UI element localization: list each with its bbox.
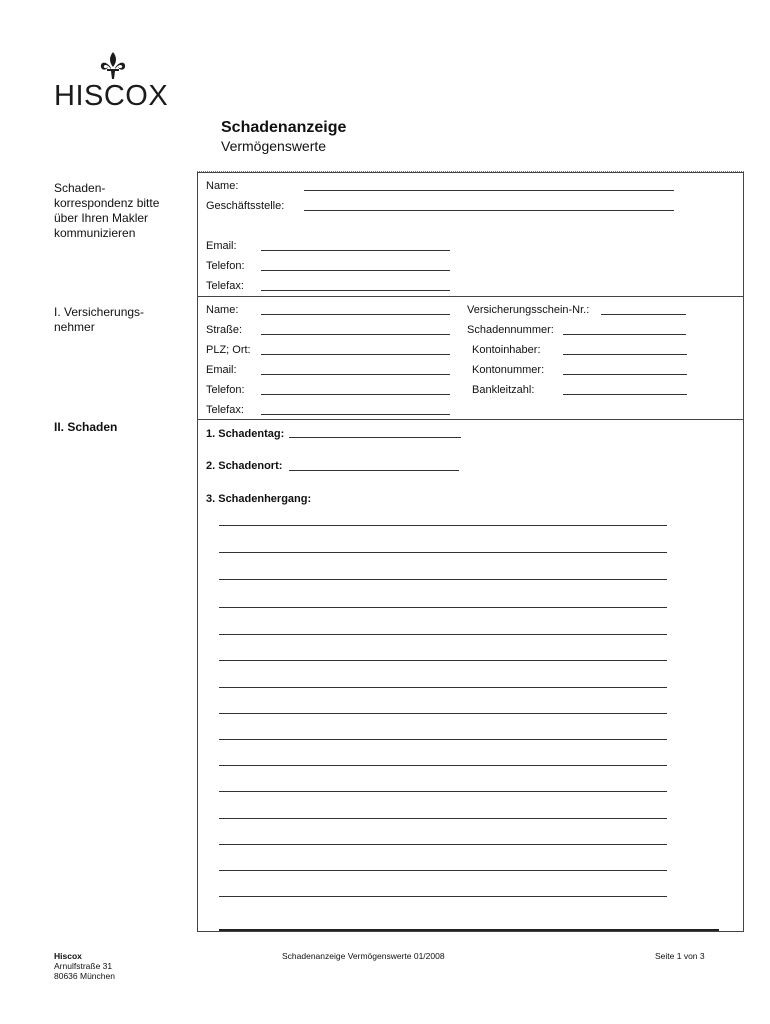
damage-course-line[interactable]: [219, 552, 667, 553]
broker-fax-label: Telefax:: [206, 280, 244, 292]
damage-course-line[interactable]: [219, 525, 667, 526]
branch-office-field[interactable]: [304, 210, 674, 211]
policy-number-field[interactable]: [601, 314, 686, 315]
bank-code-label: Bankleitzahl:: [472, 384, 535, 396]
damage-course-line[interactable]: [219, 687, 667, 688]
account-number-label: Kontonummer:: [472, 364, 545, 376]
damage-date-label: 1. Schadentag:: [206, 428, 285, 440]
damage-course-line[interactable]: [219, 634, 667, 635]
damage-course-line[interactable]: [219, 607, 667, 608]
holder-street-field[interactable]: [261, 334, 450, 335]
branch-office-label: Geschäftsstelle:: [206, 200, 285, 212]
damage-course-line[interactable]: [219, 870, 667, 871]
damage-side-label: II. Schaden: [54, 420, 118, 434]
broker-fax-field[interactable]: [261, 290, 450, 291]
holder-phone-field[interactable]: [261, 394, 450, 395]
policyholder-side-label: I. Versicherungs- nehmer: [54, 305, 145, 334]
holder-fax-label: Telefax:: [206, 404, 244, 416]
bank-code-field[interactable]: [563, 394, 687, 395]
footer-page-number: Seite 1 von 3: [655, 951, 705, 961]
account-holder-field[interactable]: [563, 354, 687, 355]
policy-number-label: Versicherungsschein-Nr.:: [467, 304, 590, 316]
holder-email-label: Email:: [206, 364, 237, 376]
damage-course-line[interactable]: [219, 660, 667, 661]
hiscox-logo: [54, 52, 176, 110]
holder-fax-field[interactable]: [261, 414, 450, 415]
correspondence-side-label: Schaden- korrespondenz bitte über Ihren Makler kommunizieren: [54, 181, 160, 240]
damage-course-line[interactable]: [219, 896, 667, 897]
holder-zip-city-label: PLZ; Ort:: [206, 344, 251, 356]
holder-name-label: Name:: [206, 304, 239, 316]
page-title: Schadenanzeige: [221, 119, 347, 136]
holder-zip-city-field[interactable]: [261, 354, 450, 355]
damage-place-label: 2. Schadenort:: [206, 460, 283, 472]
section-divider: [197, 296, 744, 297]
holder-street-label: Straße:: [206, 324, 243, 336]
logo-text: HISCOX: [54, 80, 169, 112]
footer-city: 80636 München: [54, 971, 115, 981]
footer-form-name: Schadenanzeige Vermögenswerte 01/2008: [282, 951, 445, 961]
section-divider: [197, 419, 744, 420]
damage-course-line[interactable]: [219, 844, 667, 845]
damage-course-label: 3. Schadenhergang:: [206, 493, 312, 505]
damage-course-line[interactable]: [219, 791, 667, 792]
broker-phone-label: Telefon:: [206, 260, 245, 272]
holder-name-field[interactable]: [261, 314, 450, 315]
footer-company: Hiscox: [54, 951, 82, 961]
damage-date-field[interactable]: [289, 437, 461, 438]
broker-email-field[interactable]: [261, 250, 450, 251]
damage-course-line[interactable]: [219, 579, 667, 580]
damage-course-line[interactable]: [219, 818, 667, 819]
account-number-field[interactable]: [563, 374, 687, 375]
damage-course-line[interactable]: [219, 713, 667, 714]
claim-number-field[interactable]: [563, 334, 686, 335]
fleur-de-lis-icon: [98, 52, 128, 80]
damage-place-field[interactable]: [289, 470, 459, 471]
damage-course-line[interactable]: [219, 739, 667, 740]
holder-email-field[interactable]: [261, 374, 450, 375]
holder-phone-label: Telefon:: [206, 384, 245, 396]
damage-course-line[interactable]: [219, 765, 667, 766]
broker-name-field[interactable]: [304, 190, 674, 191]
account-holder-label: Kontoinhaber:: [472, 344, 541, 356]
bottom-rule: [219, 929, 719, 931]
broker-email-label: Email:: [206, 240, 237, 252]
footer-street: Arnulfstraße 31: [54, 961, 113, 971]
broker-name-label: Name:: [206, 180, 239, 192]
claim-number-label: Schadennummer:: [467, 324, 554, 336]
page-subtitle: Vermögenswerte: [221, 138, 327, 154]
broker-phone-field[interactable]: [261, 270, 450, 271]
